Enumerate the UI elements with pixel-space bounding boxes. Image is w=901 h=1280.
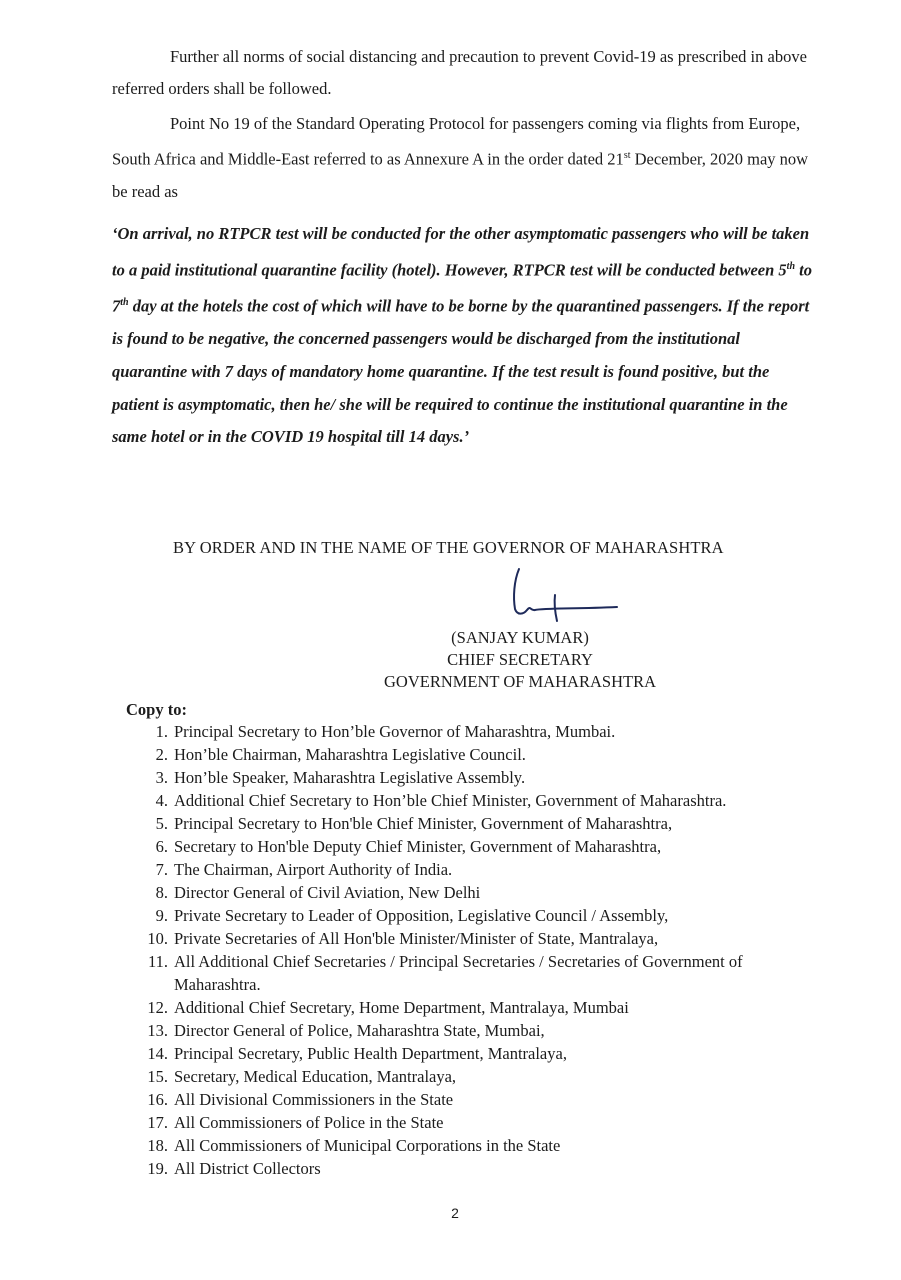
- list-item: [130, 720, 830, 743]
- list-item-number: 11.: [147, 952, 168, 971]
- list-item-text: Additional Chief Secretary to Hon’ble Chief Minister, Government of Maharashtra.: [174, 791, 727, 810]
- list-item-number: 2.: [155, 745, 168, 764]
- paragraph-social-distancing: [112, 41, 812, 105]
- signatory-office: GOVERNMENT OF MAHARASHTRA: [384, 672, 656, 691]
- list-item-text: Director General of Police, Maharashtra State, Mumbai,: [174, 1021, 545, 1040]
- superscript-th-1: th: [786, 260, 796, 272]
- paragraph-point-19-end: December, 2020 may now be read as: [112, 149, 809, 201]
- list-item-text: The Chairman, Airport Authority of India.: [174, 860, 453, 879]
- list-item-number: 14.: [147, 1044, 168, 1063]
- list-item-text: Principal Secretary to Hon'ble Chief Minister, Government of Maharashtra,: [174, 814, 673, 833]
- list-item-text: Director General of Civil Aviation, New Delhi: [174, 883, 481, 902]
- list-item-text: All Commissioners of Police in the State: [174, 1113, 444, 1132]
- list-item-number: 4.: [155, 791, 168, 810]
- page-number: 2: [451, 1205, 459, 1221]
- quote-part-3: day at the hotels the cost of which will have to be borne by the quarantined passengers. If the report is found to be negative, the concerned passengers would be discharged from the institutional quarantine with 7 days of mandatory home quarantine. If the test result is found positive, but the patient is asymptomatic, then he/ she will be required to continue the institutional quarantine in the same hotel or in the COVID 19 hospital till 14 days.’: [112, 296, 810, 447]
- list-item: [130, 1065, 830, 1088]
- paragraph-point-19-text: Point No 19 of the Standard Operating Protocol for passengers coming via flights from Europe, South Africa and Middle-East referred to as Annexure A in the order dated 21: [112, 114, 801, 169]
- list-item-text: Principal Secretary, Public Health Department, Mantralaya,: [174, 1044, 567, 1063]
- copy-to-title: Copy to:: [126, 700, 187, 719]
- list-item-text: Secretary to Hon'ble Deputy Chief Minister, Government of Maharashtra,: [174, 837, 662, 856]
- signatory-name: (SANJAY KUMAR): [451, 628, 589, 647]
- order-line: BY ORDER AND IN THE NAME OF THE GOVERNOR OF MAHARASHTRA: [173, 538, 724, 557]
- list-item-number: 16.: [147, 1090, 168, 1109]
- list-item: [130, 835, 830, 858]
- list-item: [130, 1157, 830, 1180]
- list-item-text: Principal Secretary to Hon’ble Governor of Maharashtra, Mumbai.: [174, 722, 616, 741]
- list-item-number: 18.: [147, 1136, 168, 1155]
- list-item: [130, 743, 830, 766]
- list-item-text: Secretary, Medical Education, Mantralaya,: [174, 1067, 457, 1086]
- superscript-st: st: [623, 150, 631, 161]
- list-item: [130, 1088, 830, 1111]
- list-item: [130, 766, 830, 789]
- list-item-number: 12.: [147, 998, 168, 1017]
- superscript-th-2: th: [120, 296, 129, 308]
- list-item-text: All Divisional Commissioners in the State: [174, 1090, 454, 1109]
- list-item-text: All District Collectors: [174, 1159, 321, 1178]
- list-item-number: 6.: [155, 837, 168, 856]
- signatory-designation: CHIEF SECRETARY: [447, 650, 593, 669]
- list-item-text: All Commissioners of Municipal Corporations in the State: [174, 1136, 561, 1155]
- list-item: [130, 1134, 830, 1157]
- list-item-number: 7.: [155, 860, 168, 879]
- amended-text-quote: [112, 218, 812, 454]
- list-item-text: All Additional Chief Secretaries / Principal Secretaries / Secretaries of Government of Maharashtra.: [174, 952, 743, 994]
- list-item: [130, 789, 830, 812]
- list-item-number: 5.: [155, 814, 168, 833]
- list-item: [130, 950, 830, 996]
- list-item-number: 10.: [147, 929, 168, 948]
- list-item: [130, 904, 830, 927]
- copy-to-list: [130, 720, 830, 1180]
- quote-part-2: to 7: [112, 260, 812, 316]
- list-item-number: 9.: [155, 906, 168, 925]
- list-item-text: Hon’ble Speaker, Maharashtra Legislative Assembly.: [174, 768, 526, 787]
- list-item-text: Private Secretaries of All Hon'ble Minister/Minister of State, Mantralaya,: [174, 929, 659, 948]
- paragraph-point-19: [112, 108, 812, 208]
- list-item-number: 17.: [147, 1113, 168, 1132]
- list-item-text: Hon’ble Chairman, Maharashtra Legislative Council.: [174, 745, 526, 764]
- list-item: [130, 1019, 830, 1042]
- signature-image: [505, 565, 620, 625]
- list-item-text: Additional Chief Secretary, Home Department, Mantralaya, Mumbai: [174, 998, 629, 1017]
- list-item-number: 8.: [155, 883, 168, 902]
- list-item-text: Private Secretary to Leader of Opposition, Legislative Council / Assembly,: [174, 906, 669, 925]
- list-item-number: 3.: [155, 768, 168, 787]
- list-item-number: 13.: [147, 1021, 168, 1040]
- list-item: [130, 812, 830, 835]
- paragraph-social-distancing-text: Further all norms of social distancing and precaution to prevent Covid-19 as prescribed in above referred orders shall be followed.: [112, 47, 807, 98]
- list-item: [130, 881, 830, 904]
- list-item: [130, 858, 830, 881]
- list-item-number: 15.: [147, 1067, 168, 1086]
- list-item: [130, 1111, 830, 1134]
- list-item-number: 19.: [147, 1159, 168, 1178]
- list-item-number: 1.: [155, 722, 168, 741]
- list-item: [130, 1042, 830, 1065]
- quote-part-1: ‘On arrival, no RTPCR test will be conducted for the other asymptomatic passengers who will be taken to a paid institutional quarantine facility (hotel). However, RTPCR test will be conducted between 5: [112, 224, 810, 280]
- list-item: [130, 927, 830, 950]
- list-item: [130, 996, 830, 1019]
